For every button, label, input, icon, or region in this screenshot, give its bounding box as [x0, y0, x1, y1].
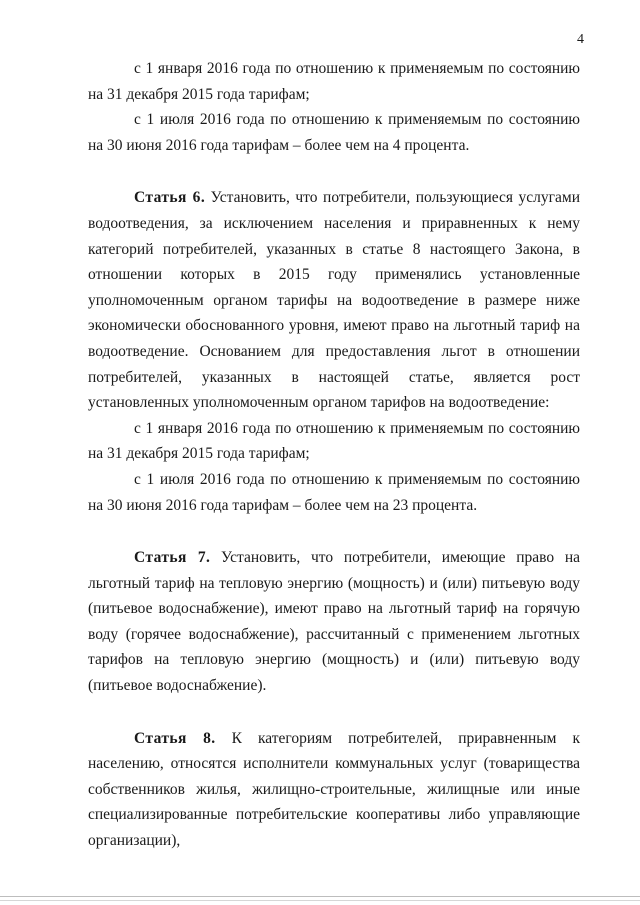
- article-text: К категориям потребителей, приравненным к населению, относятся исполнители коммунальных услуг (товарищества собственников жилья, жилищно-строительные, жилищные или иные специализированные потребительские кооперативы либо управляющие организации),: [88, 729, 581, 850]
- paragraph-text: с 1 июля 2016 года по отношению к применяемым по состоянию на 30 июня 2016 года тарифам – более чем на 4 процента.: [88, 111, 580, 154]
- article-heading: Статья 8.: [134, 729, 216, 747]
- scan-edge-line: [0, 896, 640, 897]
- paragraph-text: с 1 января 2016 года по отношению к применяемым по состоянию на 31 декабря 2015 года тарифам;: [88, 60, 580, 103]
- article-7: [88, 545, 580, 699]
- article-text: Установить, что потребители, пользующиеся услугами водоотведения, за исключением населения и приравненных к нему категорий потребителей, указанных в статье 8 настоящего Закона, в отношении которых в 2015 году применялись установленные уполномоченным органом тарифы на водоотведение в размере ниже экономически обоснованного уровня, имеют право на льготный тариф на водоотведение. Основанием для предоставления льгот в отношении потребителей, указанных в настоящей статье, является рост установленных уполномоченным органом тарифов на водоотведение:: [88, 189, 581, 412]
- document-body: [88, 56, 580, 854]
- page-number: 4: [577, 32, 584, 47]
- article-text: Установить, что потребители, имеющие право на льготный тариф на тепловую энергию (мощность) и (или) питьевую воду (питьевое водоснабжение), имеют право на льготный тариф на горячую воду (горячее водоснабжение), рассчитанный с применением льготных тарифов на тепловую энергию (мощность) и (или) питьевую воду (питьевое водоснабжение).: [88, 549, 581, 695]
- article-heading: Статья 6.: [134, 189, 206, 207]
- paragraph-tariff-date-jan-1: [88, 56, 580, 107]
- article-heading: Статья 7.: [134, 549, 211, 567]
- paragraph-drainage-date-jan-1: [88, 416, 580, 467]
- paragraph-drainage-date-jul-1: [88, 467, 580, 518]
- paragraph-tariff-date-jul-1: [88, 107, 580, 158]
- article-8: [88, 726, 580, 854]
- scan-edge-line: [0, 900, 640, 901]
- paragraph-text: с 1 января 2016 года по отношению к применяемым по состоянию на 31 декабря 2015 года тарифам;: [88, 419, 580, 463]
- paragraph-text: с 1 июля 2016 года по отношению к применяемым по состоянию на 30 июня 2016 года тарифам – более чем на 23 процента.: [88, 470, 580, 514]
- article-6: [88, 185, 580, 415]
